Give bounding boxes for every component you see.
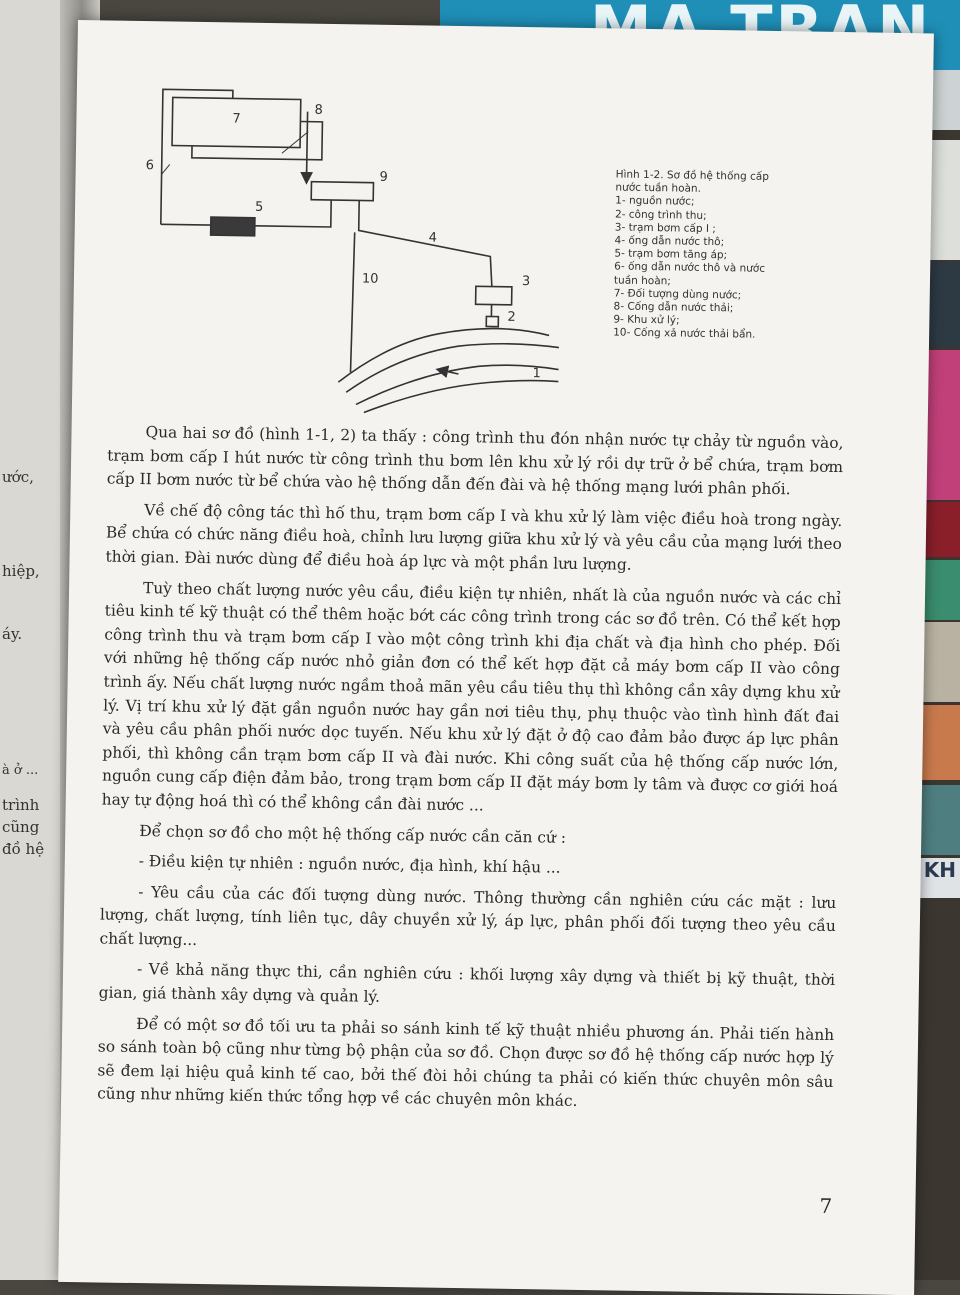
diagram-label: 7 [232, 111, 241, 127]
caption-item: 6- ống dẫn nước thô và nước [614, 260, 766, 276]
caption-item: 5- trạm bơm tăng áp; [614, 247, 728, 262]
body-text [97, 421, 844, 1126]
diagram-label: 5 [254, 199, 264, 215]
figure-caption [613, 168, 816, 343]
left-page-fragment: đồ hệ [2, 840, 45, 858]
caption-item: 10- Cống xả nước thải bẩn. [613, 326, 756, 342]
booster-pump-5 [211, 217, 255, 236]
left-page-fragment: ước, [2, 468, 34, 486]
caption-item: 3- trạm bơm cấp I ; [614, 221, 716, 235]
caption-title: Hình 1-2. Sơ đồ hệ thống cấp [615, 168, 770, 183]
left-page-fragment: trình [2, 796, 40, 814]
treatment-plant-9 [311, 182, 373, 201]
caption-item: 4- ống dẫn nước thô; [614, 234, 725, 249]
pump-station-3 [476, 286, 512, 305]
pipe-8 [307, 112, 308, 177]
diagram-label: 10 [361, 271, 379, 287]
left-page-fragment: à ở ... [2, 763, 39, 778]
paragraph: Tuỳ theo chất lượng nước yêu cầu, điều kiện tự nhiên, nhất là của nguồn nước và các chỉ tiêu kinh tế kỹ thuật có thể thêm hoặc bớt các công trình trong các sơ đồ trên. Có thể kết hợp công trình thu và trạm bơm cấp I vào một công trình khi địa chất và địa hình cho phép. Đối với những hệ thống cấp nước nhỏ giản đơn có thể kết hợp đặt cả máy bơm cấp II vào công trình ấy. Nếu chất lượng nước ngầm thoả mãn yêu cầu tiêu thụ thì không cần xây dựng khu xử lý. Vị trí khu xử lý đặt gần nguồn nước hay gần nơi tiêu thụ, phụ thuộc vào tình hình đất đai và yêu cầu phân phối nước dọc tuyến. Nếu khu xử lý đặt ở độ cao đảm bảo được áp lực phân phối, thì không cần trạm bơm cấp II và đài nước. Khi công suất của hệ thống cấp nước lớn, nguồn cung cấp điện đảm bảo, trong trạm bơm cấp II đặt máy bơm ly tâm và được cơ giới hoá hay tự động hoá thì có thể không cần đài nước ... [101, 578, 842, 815]
paragraph: - Điều kiện tự nhiên : nguồn nước, địa hình, khí hậu ... [138, 852, 561, 877]
paragraph: Về chế độ công tác thì hố thu, trạm bơm cấp I và khu xử lý làm việc điều hoà trong ngày. Bể chứa có chức năng điều hoà, chỉnh lưu lượng giữa khu xử lý và yêu cầu của mạng lưới theo thời gian. Đài nước dùng để điều hoà áp lực và một phần lưu lượng. [105, 500, 843, 574]
paragraph: Để chọn sơ đồ cho một hệ thống cấp nước cần căn cứ : [139, 821, 567, 847]
caption-item: 8- Cống dẫn nước thải; [613, 300, 734, 315]
caption-item: 1- nguồn nước; [615, 194, 695, 209]
caption-item: tuần hoàn; [613, 274, 671, 287]
water-supply-diagram [128, 79, 563, 416]
pipe-6-outlet [161, 224, 211, 225]
pipe-10 [350, 232, 354, 372]
diagram-label: 2 [507, 309, 516, 325]
book-page [58, 20, 934, 1295]
diagram-label: 4 [428, 230, 438, 246]
diagram-label: 3 [521, 274, 531, 290]
intake-2 [486, 316, 498, 326]
diagram-label: 8 [314, 102, 324, 118]
diagram-label: 1 [532, 366, 541, 382]
page-number: 7 [819, 1193, 833, 1218]
caption-item: 7- Đối tượng dùng nước; [613, 287, 742, 302]
caption-item: 9- Khu xử lý; [613, 313, 680, 327]
book-spine-text: KH [880, 858, 960, 898]
paragraph: - Yêu cầu của các đối tượng dùng nước. Thông thường cần nghiên cứu các mặt : lưu lượng, chất lượng, tính liên tục, dây chuyền xử lý, áp lực, phân phối đối tượng theo yêu cầu chất lượng... [99, 882, 837, 949]
caption-item: 2- công trình thu; [614, 208, 707, 222]
return-loop [192, 120, 323, 160]
paragraph: - Về khả năng thực thi, cần nghiên cứu : khối lượng xây dựng và thiết bị kỹ thuật, thời gian, giá thành xây dựng và quản lý. [98, 960, 836, 1006]
paragraph: Để có một sơ đồ tối ưu ta phải so sánh kinh tế kỹ thuật nhiều phương án. Phải tiến hành so sánh toàn bộ cũng như từng bộ phận của sơ đồ. Chọn được sơ đồ hệ thống cấp nước hợp lý sẽ đem lại hiệu quả kinh tế cao, bởi thế đòi hỏi chúng ta phải có kiến thức chuyên môn sâu cũng như những kiến thức tổng hợp về các chuyên môn khác. [96, 1014, 835, 1111]
caption-title: nước tuần hoàn. [615, 181, 702, 196]
left-page-fragment: hiệp, [2, 562, 40, 580]
diagram-label: 9 [379, 169, 388, 185]
paragraph: Qua hai sơ đồ (hình 1-1, 2) ta thấy : công trình thu đón nhận nước tự chảy từ nguồn vào, trạm bơm cấp I hút nước từ công trình thu bơm lên khu xử lý rồi dự trữ ở bể chứa, trạm bơm cấp II bơm nước từ bể chứa vào hệ thống dẫn đến đài và hệ thống mạng lưới phân phối. [106, 423, 844, 499]
diagram-label: 6 [145, 158, 155, 174]
left-page-fragment: áy. [2, 625, 23, 643]
left-page-fragment: cũng [2, 818, 40, 836]
